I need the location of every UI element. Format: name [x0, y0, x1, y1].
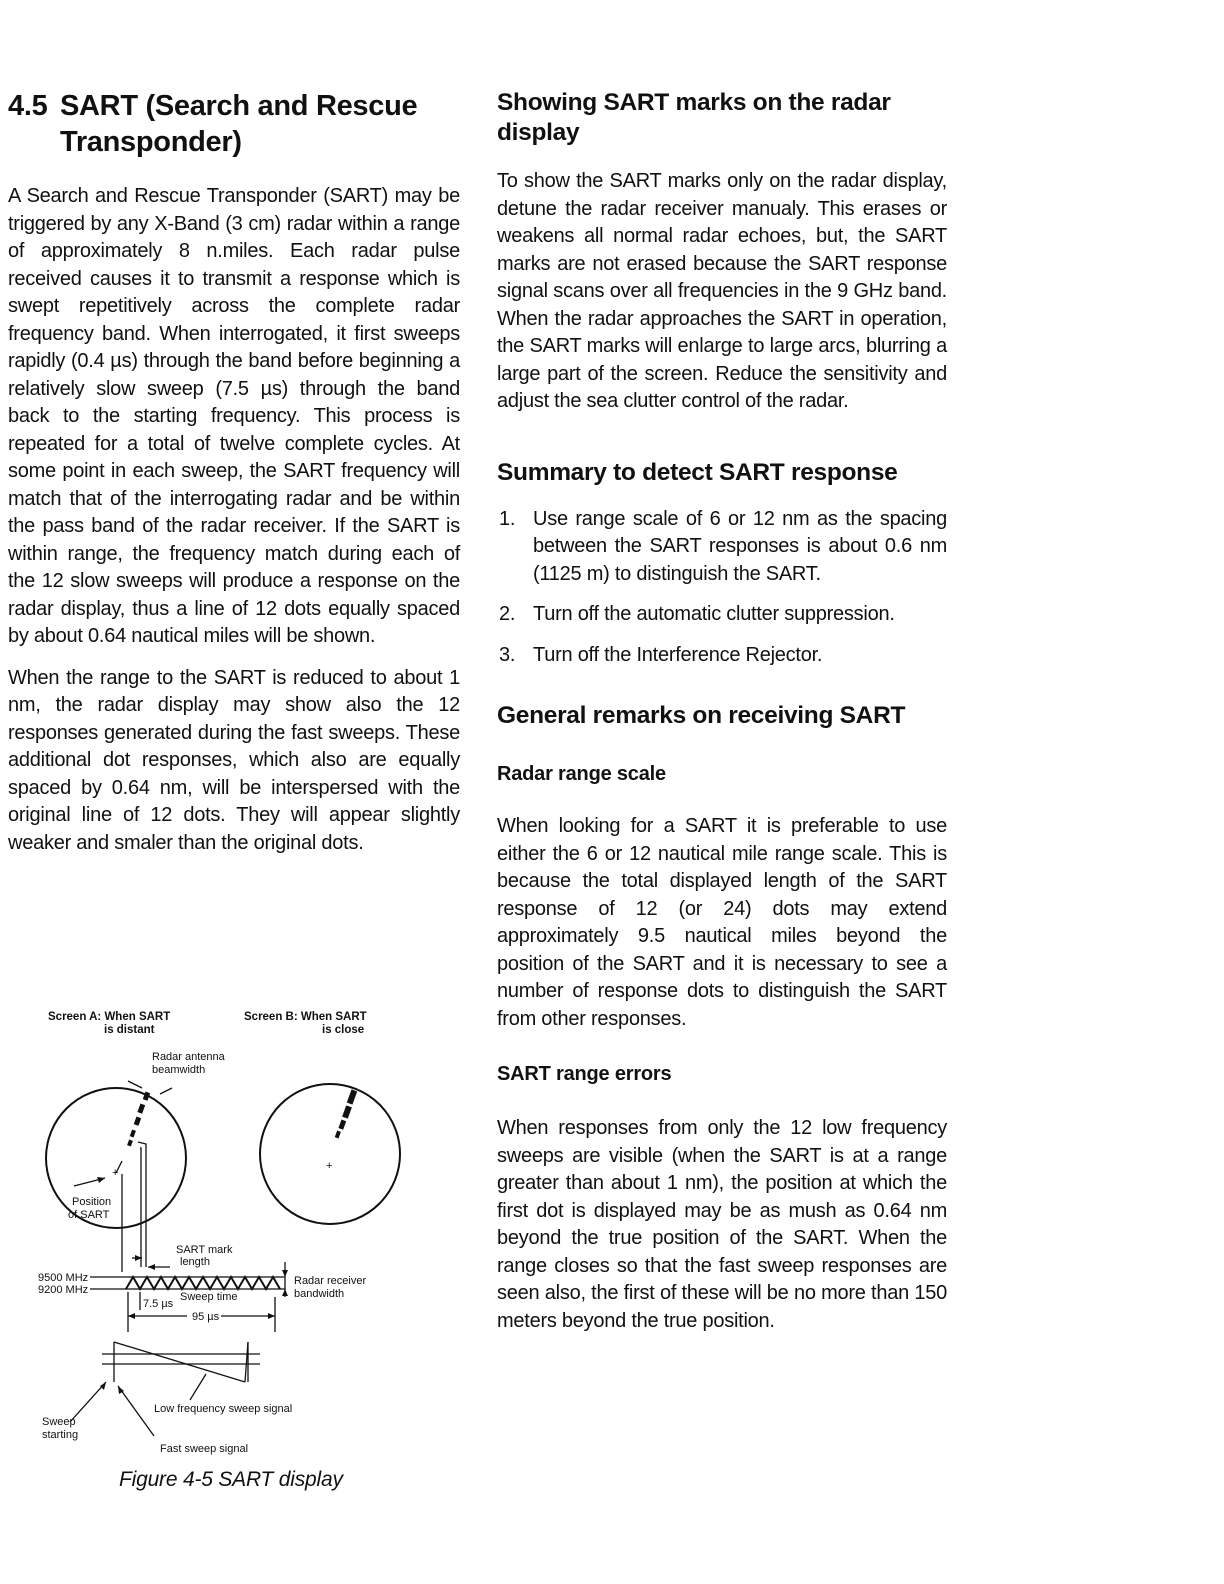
list-item — [497, 642, 947, 670]
antenna-label-2: beamwidth — [152, 1064, 206, 1076]
screen-b-circle — [260, 1084, 400, 1224]
receiver-label: Radar receiver — [294, 1275, 367, 1287]
sart-display-figure — [30, 1002, 430, 1522]
heading-radar-range-scale: Radar range scale — [497, 763, 666, 785]
section-title-line1: SART (Search and Rescue — [60, 90, 418, 122]
heading-general-remarks: General remarks on receiving SART — [497, 702, 906, 729]
sart-diagram — [30, 1002, 430, 1472]
position-label: Position — [72, 1196, 112, 1208]
list-item — [497, 506, 947, 589]
screen-b-label: Screen B: When SART — [244, 1011, 367, 1023]
left-paragraph-1: A Search and Rescue Transponder (SART) may be triggered by any X-Band (3 cm) radar within a range of approximately 8 n.miles. Each radar pulse received causes it to transmit a response which is swept repetitively across the complete radar frequency band. When interrogated, it first sweeps rapidly (0.4 µs) through the band before beginning a relatively slow sweep (7.5 µs) through the band back to the starting frequency. This process is repeated for a total of twelve complete cycles. At some point in each sweep, the SART frequency will match that of the interrogating radar and be within the pass band of the radar receiver. If the SART is within range, the frequency match during each of the 12 slow sweeps will produce a response on the radar display, thus a line of 12 dots equally spaced by about 0.64 nautical miles will be shown. — [8, 185, 460, 647]
right-paragraph-1: To show the SART marks only on the radar display, detune the radar receiver manualy. This erases or weakens all normal radar echoes, but, the SART marks are not erased because the SART response signal scans over all frequencies in the 9 GHz band. When the radar approaches the SART in operation, the SART marks will enlarge to large arcs, blurring a large part of the screen. Reduce the sensitivity and adjust the sea clutter control of the radar. — [497, 170, 947, 412]
fast-sweep-label: Fast sweep signal — [160, 1443, 249, 1455]
sweep-time-label: Sweep time — [180, 1291, 238, 1303]
heading-sart-range-errors: SART range errors — [497, 1063, 672, 1085]
heading-summary: Summary to detect SART response — [497, 458, 898, 486]
screen-a-label: Screen A: When SART — [48, 1011, 171, 1023]
sweep-start-label-2: starting — [42, 1429, 79, 1441]
low-freq-label: Low frequency sweep signal — [154, 1403, 293, 1415]
mark-label-2: length — [180, 1256, 210, 1268]
freq-9200-label: 9200 MHz — [38, 1284, 89, 1296]
left-column — [8, 88, 460, 857]
summary-list — [497, 506, 947, 670]
sart-position-plus-a: + — [112, 1167, 119, 1179]
screen-a-label-2: is distant — [104, 1024, 155, 1036]
section-title — [8, 88, 460, 160]
sweep-start-label: Sweep — [42, 1416, 76, 1428]
time-95-label: 95 µs — [192, 1311, 220, 1323]
sart-position-plus-b: + — [326, 1160, 333, 1172]
right-paragraph-2: When looking for a SART it is preferable to use either the 6 or 12 nautical mile range scale. This is because the total displayed length of the SART response of 12 (or 24) dots may extend approximately 9.5 nautical miles beyond the position of the SART and it is necessary to see a number of response dots to distinguish the SART from other responses. — [497, 815, 947, 1030]
heading-showing-line2: display — [497, 119, 580, 146]
section-title-line2: Transponder) — [60, 126, 242, 158]
list-item-number: 1. — [499, 507, 516, 530]
screen-a-circle — [46, 1088, 186, 1228]
right-column — [497, 88, 947, 1335]
heading-showing-line1: Showing SART marks on the radar — [497, 89, 891, 116]
position-label-2: of SART — [68, 1209, 110, 1221]
mark-label: SART mark — [176, 1244, 233, 1256]
receiver-label-2: bandwidth — [294, 1288, 345, 1300]
left-paragraph-2: When the range to the SART is reduced to about 1 nm, the radar display may show also the 12 responses generated during the fast sweeps. These additional dot responses, which also are equally spaced by 0.64 nm, will be interspersed with the original line of 12 dots. They will appear slightly weaker and smaler than the original dots. — [8, 666, 460, 854]
time-75-label: 7.5 µs — [143, 1298, 174, 1310]
screen-b-label-2: is close — [322, 1024, 365, 1036]
right-paragraph-3: When responses from only the 12 low frequency sweeps are visible (when the SART is at a range greater than about 1 nm), the position at which the first dot is displayed may be as mush as 0.64 nm beyond the true position of the SART. When the range closes so that the fast sweep responses are seen also, the first of these will be no more than 150 meters beyond the true position. — [497, 1117, 947, 1332]
antenna-label: Radar antenna — [152, 1051, 225, 1063]
list-item-text: Turn off the automatic clutter suppression. — [533, 603, 895, 625]
screen-b-dots — [335, 1089, 357, 1138]
list-item-number: 3. — [499, 643, 516, 666]
list-item-text: Turn off the Interference Rejector. — [533, 643, 823, 666]
section-number: 4.5 — [8, 90, 48, 122]
list-item-number: 2. — [499, 603, 516, 625]
figure-caption: Figure 4-5 SART display — [119, 1468, 343, 1491]
screen-a-dots — [127, 1092, 150, 1147]
heading-showing-sart-marks — [497, 88, 947, 148]
sweep-sawtooth — [126, 1277, 280, 1289]
freq-9500-label: 9500 MHz — [38, 1272, 89, 1284]
list-item-text: Use range scale of 6 or 12 nm as the spacing between the SART responses is about 0.6 nm (1125 m) to distinguish the SART. — [533, 507, 947, 585]
list-item — [497, 601, 947, 629]
